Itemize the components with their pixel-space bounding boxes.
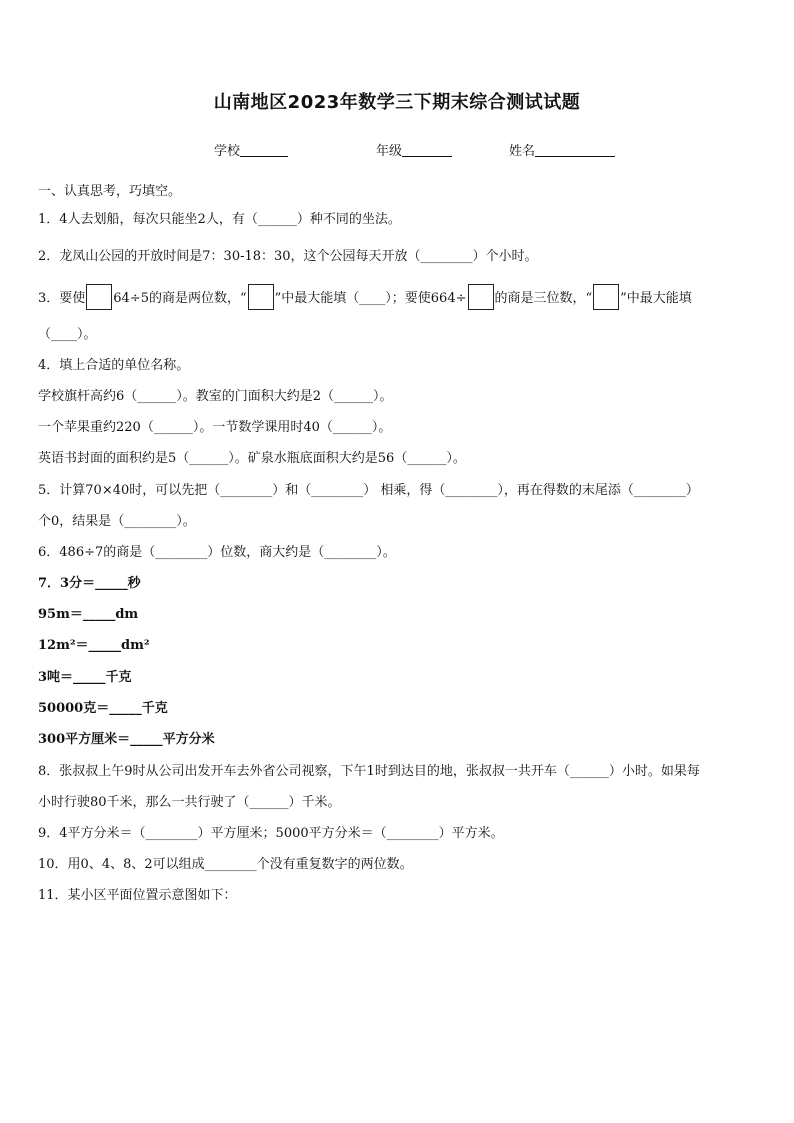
section-heading: 一、认真思考，巧填空。 (38, 184, 182, 199)
page-title: 山南地区2023年数学三下期末综合测试试题 (213, 92, 581, 113)
question-5-line1: 5．计算70×40时，可以先把（________）和（________） 相乘，得（________），再在得数的末尾添（________） (38, 483, 699, 498)
question-4-line2: 一个苹果重约220（______）。一节数学课用时40（______）。 (38, 420, 392, 435)
question-8-line1: 8．张叔叔上午9时从公司出发开车去外省公司视察，下午1时到达目的地，张叔叔一共开车（______）小时。如果每 (38, 764, 700, 779)
question-7-line6: 300平方厘米＝_____平方分米 (38, 732, 215, 747)
answer-box[interactable] (86, 284, 112, 310)
q3-part5: ”中最大能填 (620, 291, 692, 306)
name-field (509, 140, 615, 159)
grade-field (376, 140, 452, 159)
question-7-line3: 12m²＝_____dm² (38, 638, 150, 653)
name-blank[interactable] (535, 142, 615, 157)
question-3-line2: （____）。 (38, 327, 97, 342)
name-label: 姓名 (509, 144, 536, 159)
answer-box[interactable] (468, 284, 494, 310)
q3-part4: 的商是三位数，“ (494, 291, 593, 306)
question-3 (38, 284, 692, 310)
question-8-line2: 小时行驶80千米，那么一共行驶了（______）千米。 (38, 795, 341, 810)
question-7-line5: 50000克＝_____千克 (38, 701, 168, 716)
question-2: 2．龙凤山公园的开放时间是7：30-18：30，这个公园每天开放（________）个小时。 (38, 249, 538, 264)
question-5-line2: 个0，结果是（________）。 (38, 514, 196, 529)
question-7-line4: 3吨＝_____千克 (38, 670, 132, 685)
question-4-heading: 4．填上合适的单位名称。 (38, 358, 190, 373)
school-blank[interactable] (240, 142, 288, 157)
q3-part1: 3．要使 (38, 291, 86, 306)
grade-blank[interactable] (402, 142, 452, 157)
question-9: 9．4平方分米＝（________）平方厘米；5000平方分米＝（________）平方米。 (38, 826, 504, 841)
answer-box[interactable] (248, 284, 274, 310)
question-7-line2: 95m＝_____dm (38, 607, 139, 622)
q3-part2: 64÷5的商是两位数，“ (113, 291, 247, 306)
question-4-line1: 学校旗杆高约6（______）。教室的门面积大约是2（______）。 (38, 389, 393, 404)
question-1: 1．4人去划船，每次只能坐2人，有（______）种不同的坐法。 (38, 212, 401, 227)
school-field (214, 140, 288, 159)
grade-label: 年级 (376, 144, 403, 159)
question-6: 6．486÷7的商是（________）位数，商大约是（________）。 (38, 545, 396, 560)
q3-part3: ”中最大能填（____）；要使664÷ (274, 291, 467, 306)
question-10: 10．用0、4、8、2可以组成________个没有重复数字的两位数。 (38, 857, 413, 872)
question-4-line3: 英语书封面的面积约是5（______）。矿泉水瓶底面积大约是56（______）。 (38, 451, 466, 466)
school-label: 学校 (214, 144, 241, 159)
question-11: 11．某小区平面位置示意图如下： (38, 888, 237, 903)
question-7-line1: 7．3分＝_____秒 (38, 576, 141, 591)
answer-box[interactable] (593, 284, 619, 310)
